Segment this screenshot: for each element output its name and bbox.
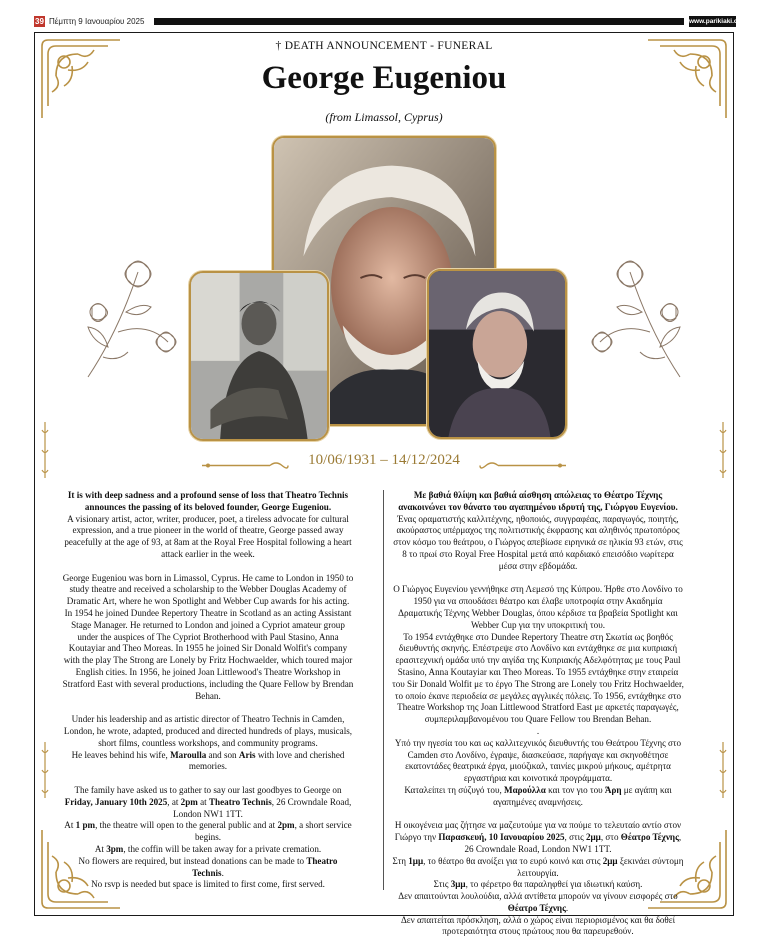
greek-funeral-details [392, 820, 684, 938]
side-ornament-right-lower [718, 740, 728, 800]
newspaper-header [34, 16, 748, 28]
service-time: 2pm [277, 820, 295, 831]
portrait-photo-later [427, 269, 567, 439]
greek-intro-bold: Με βαθιά θλίψη και βαθιά αίσθηση απώλειας το Θέατρο Τέχνης ανακοινώνει τον θάνατο του αγαπημένου ιδρυτή της, Γιώργου Ευγενίου. [398, 490, 678, 512]
funeral-venue: Theatro Technis [208, 796, 272, 807]
greek-family-text: Καταλείπει τη σύζυγό του, [404, 784, 504, 795]
greek-donation-recipient: Θέατρο Τέχνης [507, 902, 566, 913]
english-family-text: with love and cherished memories. [188, 749, 345, 772]
greek-funeral-text: Η οικογένεια μας ζήτησε να μαζευτούμε για να πούμε το τελευταίο αντίο στον Γιώργο την [394, 820, 682, 843]
issue-date: Πέμπτη 9 Ιανουαρίου 2025 [49, 17, 145, 26]
side-ornament-left [40, 420, 50, 480]
open-time: 1 pm [75, 820, 96, 831]
greek-family-text: με αγάπη και αγαπημένες αναμνήσεις. [493, 784, 672, 807]
english-career [62, 714, 354, 773]
portrait-photo-young [189, 271, 329, 441]
greek-career-text: Το 1954 εντάχθηκε στο Dundee Repertory Theatre στη Σκωτία ως βοηθός διευθυντής σκηνής. Επέστρεψε στο Λονδίνο και εντάχθηκε σε μια κυπριακή ερασιτεχνική ομάδα υπό την αιγίδα της Κυπριακής Αδελφότητας με τους Paul Stasino, Anna Koutayiar και Theo Moreas. Το 1955 εντάχθηκε στην εταιρεία του Sir Donald Wolfit με το έργο The Strong are Lonely του Fritz Hochwaelder, το οποίο έκανε περιοδεία σε μεγάλες αγγλικές πόλεις. Το 1956, εντάχθηκε στο Theatre Workshop της Joan Littlewood Stratford East με αρκετές παραγωγές, συμπεριλαμβανομένου του Quare Fellow του Brendan Behan. [392, 631, 684, 725]
greek-leadership [392, 738, 684, 809]
cremation-text: At [94, 843, 107, 854]
english-family-text: He leaves behind his wife, [71, 749, 171, 760]
english-family-text: and son [206, 749, 239, 760]
english-funeral-details [62, 785, 354, 891]
greek-funeral-date: Παρασκευή, 10 Ιανουαρίου 2025 [438, 832, 565, 843]
funeral-text: , at [167, 796, 181, 807]
greek-funeral-text: , στις [564, 832, 586, 843]
greek-column [392, 490, 684, 938]
english-career-text: Under his leadership and as artistic director of Theatro Technis in Camden, London, he wrote, adapted, produced and directed hundreds of plays, musicals, short films, countless workshops, and community programs. [63, 714, 353, 748]
greek-cremation-text: Στις [433, 879, 451, 890]
schedule-text: , a short service begins. [194, 820, 352, 843]
english-column [62, 490, 354, 891]
origin-subtitle: (from Limassol, Cyprus) [325, 110, 443, 124]
donation-recipient: Theatro Technis [192, 855, 338, 878]
greek-cremation-time: 3μμ [450, 879, 466, 890]
greek-cremation-text: , το φέρετρο θα παραληφθεί για ιδιωτική καύση. [465, 879, 643, 890]
floral-illustration-left [68, 252, 178, 382]
greek-biography-text: Ο Γιώργος Ευγενίου γεννήθηκε στη Λεμεσό της Κύπρου. Ήρθε στο Λονδίνο το 1950 για να σπουδάσει θέατρο και έλαβε υποτροφία στην Ακαδημία Δραματικής Τέχνης Webber Douglas, όπου κέρδισε τα βραβεία Spotlight και Webber Cup για την υποκριτική του. [393, 584, 683, 630]
page-number: 39 [35, 17, 44, 26]
floral-illustration-right [590, 252, 700, 382]
greek-family-text: και τον γιο του [545, 784, 605, 795]
funeral-text: at [197, 796, 209, 807]
greek-schedule-text: , το θέατρο θα ανοίξει για το ευρύ κοινό και στις [423, 855, 603, 866]
greek-leadership-text: Υπό την ηγεσία του και ως καλλιτεχνικός διευθυντής του Θεάτρου Τέχνης στο Camden στο Λονδίνο, έγραψε, διασκεύασε, παρήγαγε και σκηνοθέτησε εκατοντάδες θεατρικά έργα, μιούζικαλ, ταινίες μικρού μήκους, αμέτρητα εργαστήρια και κοινοτικά προγράμματα. [394, 737, 682, 784]
greek-separator-dot: . [536, 725, 540, 736]
donation-text: No flowers are required, but instead donations can be made to [78, 855, 307, 866]
greek-donation-text: Δεν απαιτούνται λουλούδια, αλλά αντίθετα μπορούν να γίνουν εισφορές στο [398, 891, 678, 902]
announcement-label: † DEATH ANNOUNCEMENT - FUNERAL [275, 40, 493, 52]
greek-rsvp-note: Δεν απαιτείται πρόσκληση, αλλά ο χώρος είναι περιορισμένος και θα δοθεί προτεραιότητα στους πρώτους που θα παρευρεθούν. [400, 914, 676, 937]
greek-funeral-address: , 26 Crowndale Road, London NW1 1TT. [464, 832, 682, 854]
greek-schedule-text: Στη [392, 855, 409, 866]
funeral-time: 2pm [180, 796, 198, 807]
cremation-time: 3pm [106, 843, 124, 854]
english-intro [62, 490, 354, 561]
english-intro-bold: It is with deep sadness and a profound sense of loss that Theatro Technis announces the passing of its beloved founder, George Eugeniou. [67, 490, 349, 512]
wife-name: Maroulla [170, 749, 207, 760]
greek-biography [392, 584, 684, 737]
funeral-text: The family have asked us to gather to say our last goodbyes to George on [74, 784, 342, 795]
greek-wife-name: Μαρούλλα [504, 784, 546, 795]
greek-son-name: Άρη [604, 784, 622, 795]
date-flourish-right [478, 461, 568, 470]
english-intro-text: A visionary artist, actor, writer, producer, poet, a tireless advocate for cultural expression, and a true pioneer in the world of theatre, George passed away peacefully at the age of 93, at 8am at the Royal Free Hospital following a heart attack earlier in the week. [64, 513, 352, 559]
greek-intro-text: Ένας οραματιστής καλλιτέχνης, ηθοποιός, συγγραφέας, παραγωγός, ποιητής, ακούραστος υπέρμαχος της πολιτιστικής έκφρασης και αληθινός πρωτοπόρος στον κόσμο του θεάτρου, ο Γιώργος απεβίωσε ειρηνικά σε ηλικία 93 ετών, στις 8 το πρωί στο Royal Free Hospital μετά από καρδιακό επεισόδιο νωρίτερα μέσα στην εβδομάδα. [393, 513, 683, 571]
greek-funeral-time: 2μμ [585, 832, 601, 843]
life-dates: 10/06/1931 – 14/12/2024 [308, 452, 460, 468]
english-biography: George Eugeniou was born in Limassol, Cyprus. He came to London in 1950 to study theatre and received a scholarship to the Webber Douglas Academy of Dramatic Art, where he won Spotlight and Webber Cup awards for his acting. In 1954 he joined Dundee Repertory Theatre in Scotland as an acting Assistant Stage Manager. He returned to London and joined a Cypriot amateur group under the auspices of The Cypriot Brotherhood with Paul Stasino, Anna Koutayiar and Theo Moreas. In 1955 he joined Sir Donald Wolfit's company with the play The Strong are Lonely by Fritz Hochwaelder, which toured major English cities. In 1956, he joined Joan Littlewood's Theatre Workshop in Stratford East with several productions, including the Quare Fellow by Brendan Behan. [62, 572, 354, 701]
greek-schedule-text: ξεκινάει σύντομη λειτουργία. [517, 855, 684, 878]
site-url[interactable]: www.parikiaki.com [689, 18, 748, 25]
deceased-name: George Eugeniou [261, 60, 507, 96]
header-rule [154, 18, 684, 25]
side-ornament-left-lower [40, 740, 50, 800]
greek-open-time: 1μμ [408, 855, 424, 866]
funeral-date: Friday, January 10th 2025 [64, 796, 168, 807]
schedule-text: , the theatre will open to the general public and at [95, 820, 278, 831]
greek-service-time: 2μμ [602, 855, 618, 866]
side-ornament-right [718, 420, 728, 480]
funeral-address: , 26 Crowndale Road, London NW1 1TT. [173, 796, 352, 819]
son-name: Aris [238, 749, 256, 760]
greek-funeral-text: , στο [600, 832, 621, 843]
schedule-text: At [64, 820, 76, 831]
column-divider [383, 490, 384, 890]
donation-text: . [221, 867, 224, 878]
greek-donation-text: . [565, 902, 569, 913]
cremation-text: , the coffin will be taken away for a private cremation. [123, 843, 322, 854]
greek-funeral-venue: Θέατρο Τέχνης [620, 832, 679, 843]
rsvp-note: No rsvp is needed but space is limited to first come, first served. [91, 879, 325, 890]
greek-intro [392, 490, 684, 573]
